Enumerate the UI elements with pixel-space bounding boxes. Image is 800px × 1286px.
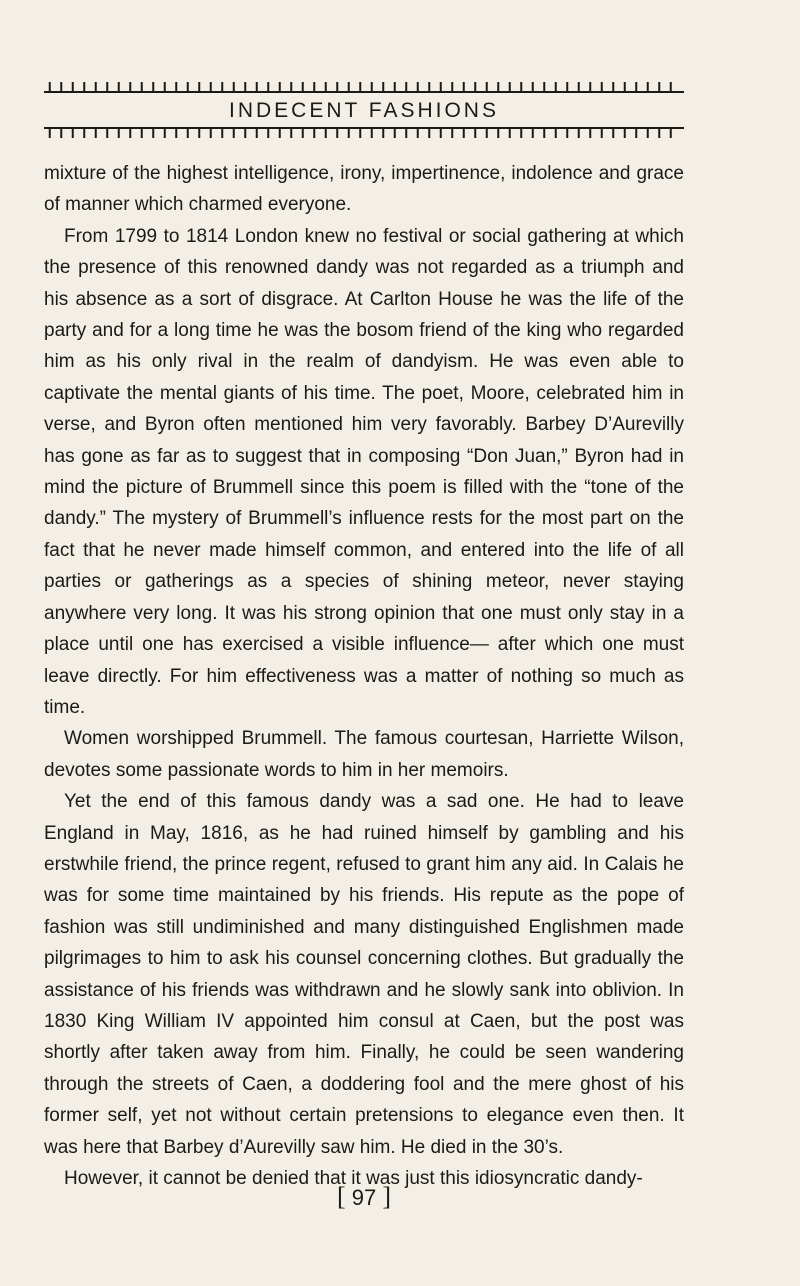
rule-line [44,91,684,93]
rule-tick [520,128,522,138]
paragraph: From 1799 to 1814 London knew no festival or social gathering at which the presence of this renowned dandy was not regarded as a triumph and his absence as a sort of disgrace. At Carlton House he was the life of the party and for a long time he was the bosom friend of the king who regarded him as his only rival in the realm of dandyism. He was even able to captivate the mental giants of his time. The poet, Moore, celebrated him in verse, and Byron often mentioned him very favorably. Barbey D’Aurevilly has gone as far as to suggest that in composing “Don Juan,” Byron had in mind the picture of Brummell since this poem is filled with the “tone of the dandy.” The mystery of Brummell’s influence rests for the most part on the fact that he never made himself common, and entered into the life of all parties or gatherings as a species of shining meteor, never staying anywhere very long. It was his strong opinion that one must only stay in a place until one has exercised a visible influence— after which one must leave directly. For him effectiveness was a matter of nothing so much as time. [44,225,684,718]
rule-tick [175,128,177,138]
rule-tick [474,82,476,92]
rule-tick [612,82,614,92]
rule-tick [244,128,246,138]
rule-tick [405,128,407,138]
rule-tick [83,128,85,138]
running-head: INDECENT FASHIONS [229,99,499,122]
rule-tick [198,82,200,92]
paragraph: Women worshipped Brummell. The famous courtesan, Harriette Wilson, devotes some passionate words to him in her memoirs. [44,728,684,781]
rule-tick [95,82,97,92]
rule-tick [325,82,327,92]
rule-tick [290,82,292,92]
rule-tick [290,128,292,138]
rule-tick [313,128,315,138]
paragraph: However, it cannot be denied that it was just this idiosyncratic dandy- [64,1168,643,1189]
page-number [44,1182,684,1213]
rule-tick [60,82,62,92]
rule-tick [509,82,511,92]
folio-bracket-left: [ [336,1182,346,1211]
rule-tick [210,128,212,138]
rule-tick [497,82,499,92]
rule-tick [152,128,154,138]
rule-tick [417,128,419,138]
body-text [44,158,684,1194]
rule-tick [60,128,62,138]
rule-tick [658,128,660,138]
rule-tick [336,128,338,138]
rule-tick [371,82,373,92]
rule-tick [509,128,511,138]
rule-tick [279,128,281,138]
rule-tick [106,128,108,138]
rule-tick [647,128,649,138]
rule-tick [382,82,384,92]
rule-tick [267,82,269,92]
rule-tick [141,82,143,92]
rule-tick [589,82,591,92]
rule-tick [670,128,672,138]
rule-tick [244,82,246,92]
rule-tick [635,82,637,92]
rule-tick [440,128,442,138]
rule-tick [670,82,672,92]
rule-tick [313,82,315,92]
rule-tick [532,82,534,92]
rule-tick [129,128,131,138]
rule-line [44,127,684,129]
rule-tick [118,128,120,138]
rule-tick [106,82,108,92]
rule-tick [348,82,350,92]
rule-tick [256,128,258,138]
rule-tick [394,82,396,92]
rule-tick [348,128,350,138]
rule-tick [612,128,614,138]
folio-bracket-right: ] [382,1182,392,1211]
rule-tick [428,82,430,92]
rule-tick [164,82,166,92]
rule-tick [267,128,269,138]
rule-tick [555,128,557,138]
rule-tick [118,82,120,92]
rule-tick [451,128,453,138]
rule-tick [175,82,177,92]
rule-tick [210,82,212,92]
rule-tick [532,128,534,138]
rule-tick [279,82,281,92]
rule-tick [566,82,568,92]
rule-tick [428,128,430,138]
rule-tick [49,82,51,92]
rule-tick [141,128,143,138]
rule-tick [302,82,304,92]
rule-tick [302,128,304,138]
rule-tick [83,82,85,92]
rule-tick [359,82,361,92]
rule-tick [359,128,361,138]
rule-tick [624,82,626,92]
rule-tick [463,128,465,138]
rule-tick [336,82,338,92]
rule-tick [187,128,189,138]
rule-tick [486,128,488,138]
rule-tick [256,82,258,92]
rule-tick [578,128,580,138]
rule-tick [647,82,649,92]
rule-tick [451,82,453,92]
ornamental-rule-top [44,80,684,94]
rule-tick [520,82,522,92]
rule-tick [497,128,499,138]
rule-tick [72,128,74,138]
rule-tick [463,82,465,92]
rule-tick [371,128,373,138]
rule-tick [382,128,384,138]
rule-tick [221,128,223,138]
rule-tick [601,128,603,138]
page-number-value: 97 [351,1185,377,1210]
rule-tick [49,128,51,138]
paragraph: Yet the end of this famous dandy was a sad one. He had to leave England in May, 1816, as he had ruined himself by gambling and his erstwhile friend, the prince regent, refused to grant him any aid. In Calais he was for some time maintained by his friends. His repute as the pope of fashion was still undiminished and many distinguished Englishmen made pilgrimages to him to ask his counsel concerning clothes. But gradually the assistance of his friends was withdrawn and he slowly sank into oblivion. In 1830 King William IV appointed him consul at Caen, but the post was shortly after taken away from him. Finally, he could be seen wandering through the streets of Caen, a doddering fool and the mere ghost of his former self, yet not without certain pretensions to elegance even then. It was here that Barbey d’Aurevilly saw him. He died in the 30’s. [44,791,684,1158]
rule-tick [440,82,442,92]
rule-tick [394,128,396,138]
rule-tick [187,82,189,92]
rule-tick [325,128,327,138]
rule-tick [198,128,200,138]
rule-tick [152,82,154,92]
rule-tick [658,82,660,92]
rule-tick [601,82,603,92]
rule-tick [543,82,545,92]
rule-tick [405,82,407,92]
rule-tick [635,128,637,138]
rule-tick [164,128,166,138]
rule-tick [474,128,476,138]
ornamental-rule-bottom [44,126,684,140]
rule-tick [543,128,545,138]
rule-tick [589,128,591,138]
rule-tick [624,128,626,138]
rule-tick [555,82,557,92]
rule-tick [566,128,568,138]
rule-tick [233,128,235,138]
rule-tick [578,82,580,92]
rule-tick [417,82,419,92]
rule-tick [72,82,74,92]
rule-tick [221,82,223,92]
paragraph-continued: mixture of the highest intelligence, irony, impertinence, indolence and grace of manner which charmed everyone. [44,163,684,216]
rule-tick [233,82,235,92]
rule-tick [486,82,488,92]
rule-tick [95,128,97,138]
rule-tick [129,82,131,92]
